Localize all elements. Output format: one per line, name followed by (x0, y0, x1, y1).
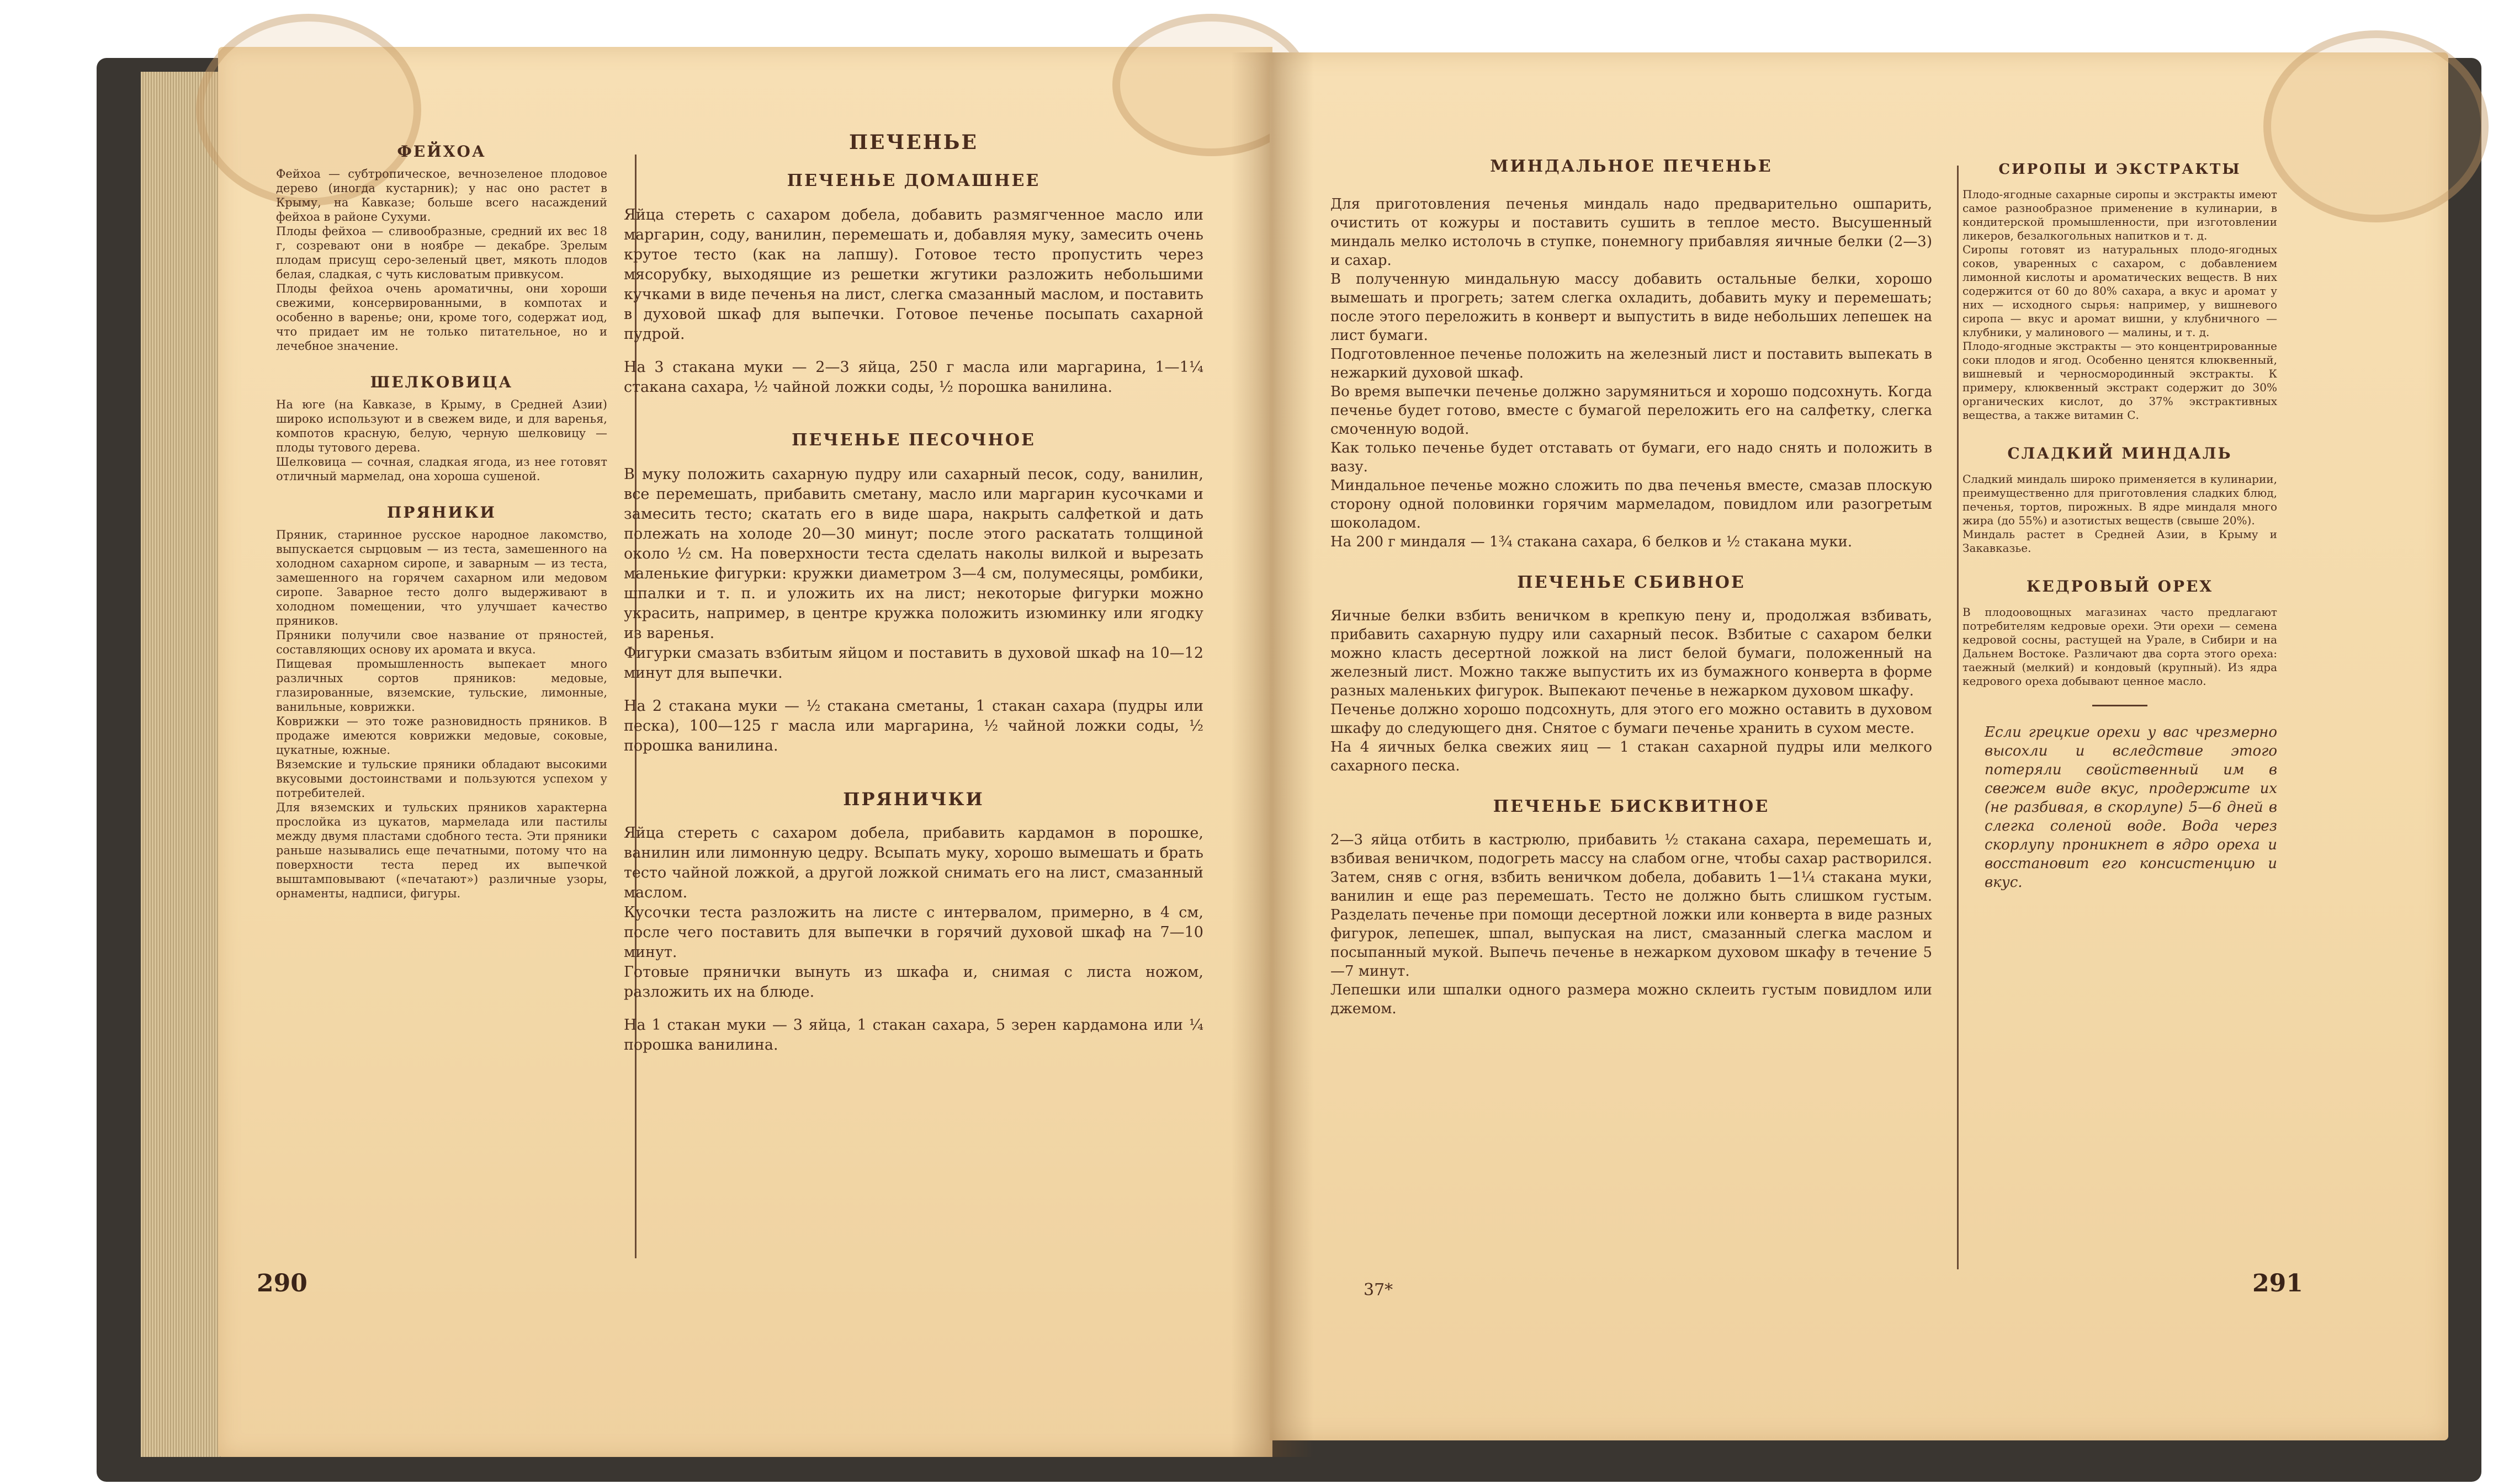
paragraph: 2—3 яйца отбить в кастрюлю, прибавить ½ стакана сахара, перемешать и, взбивая веничком, подогреть массу на слабом огне, чтобы сахар растворился. Затем, сняв с огня, взбить веничком добела, добавить 1—1¼ стакана муки, ванилин и еще раз перемешать. Тесто не должно быть слишком густым. Разделать печенье при помощи десертной ложки или конверта в виде разных фигурок, лепешек, шпал, выпуская на лист, смазанный слегка маслом и посыпанный мукой. Выпечь печенье в нежарком духовом шкафу в течение 5—7 минут. (1330, 832, 1932, 980)
left-page-narrow-column (276, 142, 607, 901)
paragraph: Яйца стереть с сахаром добела, добавить размягченное масло или маргарин, соду, ванилин, перемешать и, добавляя муку, замесить очень крутое тесто (как на лапшу). Готовое тесто пропустить через мясорубку, выходящие из решетки жгутики разложить небольшими кучками в виде печенья на лист, слегка смазанный маслом, и поставить в духовой шкаф для выпечки. Готовое печенье посыпать сахарной пудрой. (624, 206, 1203, 343)
water-stain (2263, 30, 2489, 222)
paragraph: В муку положить сахарную пудру или сахарный песок, соду, ванилин, все перемешать, прибавить сметану, масло или маргарин кусочками и замесить тесто; скатать его в виде шара, накрыть салфеткой и дать полежать на холоде 20—30 минут; после этого раскатать толщиной около ½ см. На поверхности теста сделать наколы вилкой и вырезать маленькие фигурки: кружки диаметром 3—4 см, полумесяцы, ромбики, шпалки и т. п. и уложить их на лист; некоторые фигурки можно украсить, например, в центре кружка положить изюминку или ягодку из варенья. (624, 466, 1203, 642)
paragraph: В полученную миндальную массу добавить остальные белки, хорошо вымешать и прогреть; затем слегка охладить, добавить муку и перемешать; после этого переложить в конверт и выпустить в виде небольших лепешек на лист бумаги. (1330, 271, 1932, 344)
home-cookies-heading: ПЕЧЕНЬЕ ДОМАШНЕЕ (787, 171, 1041, 190)
paragraph: Для вяземских и тульских пряников характерна прослойка из цукатов, мармелада или пастилы между двумя пластами сдобного теста. Эти пряники раньше назывались еще печатными, потому что на поверхности теста перед их выпечкой выштамповывают («печатают») различные узоры, орнаменты, надписи, фигуры. (276, 801, 607, 900)
pryanichki-heading: ПРЯНИЧКИ (843, 789, 984, 810)
paragraph: Пряники получили свое название от пряностей, составляющих основу их аромата и вкуса. (276, 629, 607, 656)
ingredients: На 3 стакана муки — 2—3 яйца, 250 г масла или маргарина, 1—1¼ стакана сахара, ½ чайной ложки соды, ½ порошка ванилина. (624, 359, 1203, 396)
section-separator (2092, 705, 2147, 706)
paragraph: Плодо-ягодные экстракты — это концентрированные соки плодов и ягод. Особенно ценятся клюквенный, вишневый и черносмородинный экстракты. К примеру, клюквенный экстракт содержит до 30% органических кислот, до 37% экстрактивных вещества, а также витамин С. (1962, 339, 2277, 422)
syrups-heading: СИРОПЫ И ЭКСТРАКТЫ (1998, 161, 2241, 178)
paragraph: Печенье должно хорошо подсохнуть, для этого его можно оставить в духовом шкафу до следующего дня. Снятое с бумаги печенье хранить в сухом месте. (1330, 701, 1932, 737)
right-page-narrow-column (1962, 163, 2277, 892)
page-number-left: 290 (257, 1269, 307, 1297)
sweet-almond-heading: СЛАДКИЙ МИНДАЛЬ (2007, 444, 2232, 462)
section-title: ПЕЧЕНЬЕ (849, 131, 978, 154)
paragraph: Миндальное печенье можно сложить по два печенья вместе, смазав плоскую сторону одной половинки горячим мармеладом, повидлом или разогретым шоколадом. (1330, 477, 1932, 531)
paragraph: Готовые прянички вынуть из шкафа и, снимая с листа ножом, разложить их на блюде. (624, 964, 1203, 1001)
paragraph: Плоды фейхоа — сливообразные, средний их вес 18 г, созревают они в ноябре — декабре. Зрелым плодам присущ серо-зеленый цвет, мякоть плодов белая, сладкая, с чуть кисловатым привкусом. (276, 225, 607, 281)
biscuit-cookies-heading: ПЕЧЕНЬЕ БИСКВИТНОЕ (1493, 797, 1770, 816)
paragraph: На юге (на Кавказе, в Крыму, в Средней Азии) широко используют и в свежем виде, и для варенья, компотов красную, белую, черную шелковицу — плоды тутового дерева. (276, 398, 607, 454)
paragraph: Яичные белки взбить веничком в крепкую пену и, продолжая взбивать, прибавить сахарную пудру или сахарный песок. Взбитые с сахаром белки можно класть десертной ложкой на лист белой бумаги, положенный на железный лист. Можно также выпустить их из бумажного конверта в форме разных маленьких фигурок. Выпекают печенье в нежарком духовом шкафу. (1330, 608, 1932, 699)
book-gutter (1231, 52, 1314, 1457)
paragraph: Миндаль растет в Средней Азии, в Крыму и Закавказье. (1962, 528, 2277, 555)
feijoa-heading: ФЕЙХОА (397, 142, 486, 161)
paragraph: Коврижки — это тоже разновидность пряников. В продаже имеются коврижки медовые, соковые, цукатные, южные. (276, 715, 607, 757)
paragraph: Во время выпечки печенье должно зарумяниться и хорошо подсохнуть. Когда печенье будет готово, вместе с бумагой переложить его на салфетку, слегка смоченную водой. (1330, 384, 1932, 438)
printer-signature: 37* (1364, 1280, 1393, 1300)
paragraph: Подготовленное печенье положить на железный лист и поставить выпекать в нежаркий духовой шкаф. (1330, 346, 1932, 381)
paragraph: Пищевая промышленность выпекает много различных сортов пряников: медовые, глазированные, вяземские, тульские, лимонные, ванильные, коврижки. (276, 657, 607, 714)
cedar-nut-heading: КЕДРОВЫЙ ОРЕХ (2026, 577, 2214, 595)
paragraph: Кусочки теста разложить на листе с интервалом, примерно, в 4 см, после чего поставить для выпечки в горячий духовой шкаф на 7—10 минут. (624, 904, 1203, 961)
whipped-cookies-heading: ПЕЧЕНЬЕ СБИВНОЕ (1517, 573, 1746, 592)
paragraph: Фейхоа — субтропическое, вечнозеленое плодовое дерево (иногда кустарник); у нас оно растет в Крыму, на Кавказе; больше всего насаждений фейхоа в районе Сухуми. (276, 167, 607, 224)
almond-cookies-heading: МИНДАЛЬНОЕ ПЕЧЕНЬЕ (1490, 157, 1773, 176)
ingredients: На 200 г миндаля — 1¾ стакана сахара, 6 белков и ½ стакана муки. (1330, 534, 1853, 550)
page-edges (141, 72, 229, 1457)
ingredients: На 2 стакана муки — ½ стакана сметаны, 1 стакан сахара (пудры или песка), 100—125 г масла или маргарина, ½ чайной ложки соды, ½ порошка ванилина. (624, 698, 1203, 754)
paragraph: Пряник, старинное русское народное лакомство, выпускается сырцовым — из теста, замешенного на холодном сахарном сиропе, и заварным — из теста, замешенного на горячем сахарном или медовом сиропе. Заварное тесто долго выдерживают в холодном помещении, что улучшает качество пряников. (276, 528, 607, 627)
tip-paragraph: Если грецкие орехи у вас чрезмерно высохли и вследствие этого потеряли свойственный им в свежем виде вкус, продержите их (не разбивая, в скорлупе) 5—6 дней в слегка соленой воде. Вода через скорлупу проникнет в ядро ореха и восстановит его консистенцию и вкус. (1985, 724, 2277, 891)
sand-cookies-heading: ПЕЧЕНЬЕ ПЕСОЧНОЕ (792, 430, 1036, 450)
paragraph: Лепешки или шпалки одного размера можно склеить густым повидлом или джемом. (1330, 982, 1932, 1017)
right-page-wide-column (1330, 157, 1932, 1018)
page-number-right: 291 (2252, 1269, 2303, 1297)
paragraph: Для приготовления печенья миндаль надо предварительно ошпарить, очистить от кожуры и поставить сушить в теплое место. Высушенный миндаль мелко истолочь в ступке, понемногу прибавляя яичные белки (2—3) и сахар. (1330, 196, 1932, 269)
paragraph: Плоды фейхоа очень ароматичны, они хороши свежими, консервированными, в компотах и особенно в варенье; они, кроме того, содержат иод, что придает им не только питательное, но и лечебное значение. (276, 282, 607, 353)
column-divider (1957, 166, 1959, 1269)
paragraph: Как только печенье будет отставать от бумаги, его надо снять и положить в вазу. (1330, 440, 1932, 475)
paragraph: Сиропы готовят из натуральных плодо-ягодных соков, уваренных с сахаром, с добавлением лимонной кислоты и ароматических веществ. В них содержится от 60 до 80% сахара, а вкус и аромат у них — исходного сырья: например, у вишневого сиропа — вкус и аромат вишни, у клубничного — клубники, у малинового — малины, и т. д. (1962, 243, 2277, 339)
ingredients: На 1 стакан муки — 3 яйца, 1 стакан сахара, 5 зерен кардамона или ¼ порошка ванилина. (624, 1017, 1203, 1054)
paragraph: Сладкий миндаль широко применяется в кулинарии, преимущественно для приготовления сладких блюд, печенья, тортов, пирожных. В ядре миндаля много жира (до 55%) и азотистых веществ (свыше 20%). (1962, 472, 2277, 527)
paragraph: Плодо-ягодные сахарные сиропы и экстракты имеют самое разнообразное применение в кулинарии, в кондитерской промышленности, при изготовлении ликеров, безалкогольных напитков и т. д. (1962, 188, 2277, 242)
mulberry-heading: ШЕЛКОВИЦА (370, 373, 513, 391)
pryaniki-heading: ПРЯНИКИ (386, 503, 497, 522)
ingredients: На 4 яичных белка свежих яиц — 1 стакан сахарной пудры или мелкого сахарного песка. (1330, 739, 1932, 774)
paragraph: Яйца стереть с сахаром добела, прибавить кардамон в порошке, ванилин или лимонную цедру. Всыпать муку, хорошо вымешать и брать тесто чайной ложкой, а другой ложкой снимать его на лист, смазанный маслом. (624, 825, 1203, 901)
left-page-wide-column (624, 132, 1203, 1055)
paragraph: В плодоовощных магазинах часто предлагают потребителям кедровые орехи. Эти орехи — семена кедровой сосны, растущей на Урале, в Сибири и на Дальнем Востоке. Различают два сорта этого ореха: таежный (мелкий) и кондовый (крупный). Из ядра кедрового ореха добывают ценное масло. (1962, 605, 2277, 688)
paragraph: Шелковица — сочная, сладкая ягода, из нее готовят отличный мармелад, она хороша сушеной. (276, 455, 607, 483)
paragraph: Фигурки смазать взбитым яйцом и поставить в духовой шкаф на 10—12 минут для выпечки. (624, 645, 1203, 682)
paragraph: Вяземские и тульские пряники обладают высокими вкусовыми достоинствами и пользуются успехом у потребителей. (276, 758, 607, 800)
